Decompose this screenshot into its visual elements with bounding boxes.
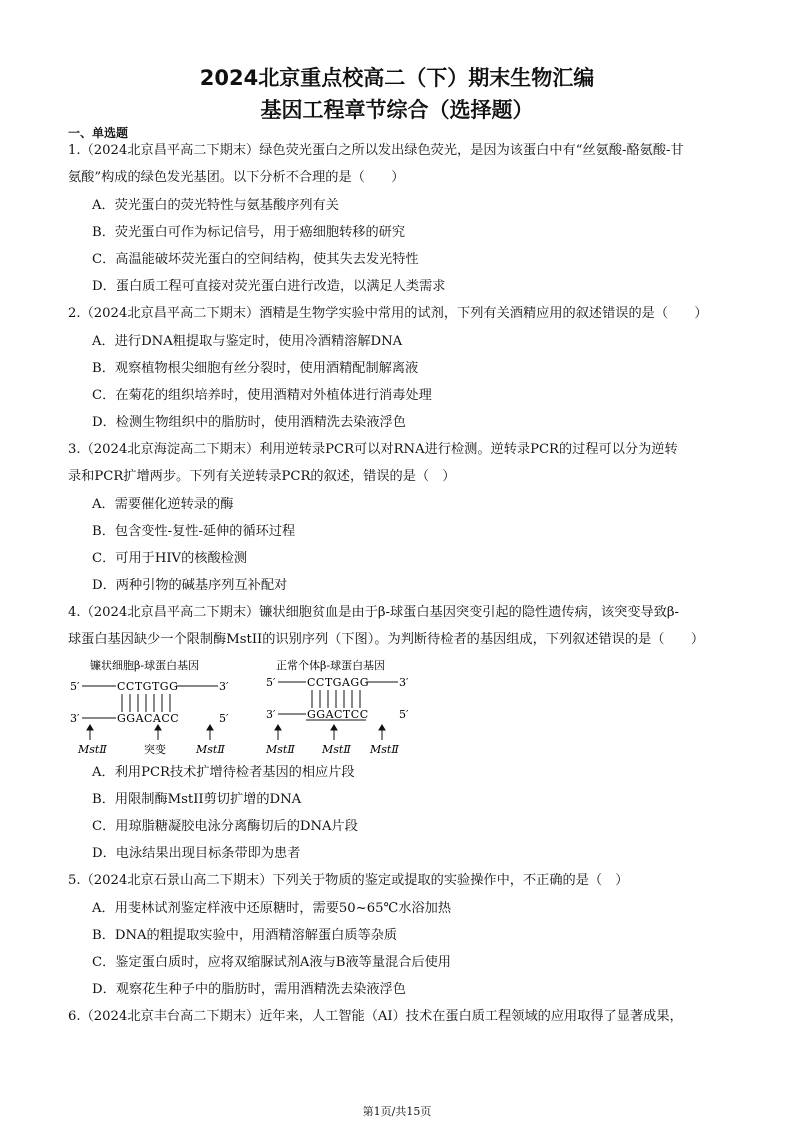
question-4-stem: 4.（2024北京昌平高二下期末）镰状细胞贫血是由于β-球蛋白基因突变引起的隐性遗传病，该突变导致β- [68,605,679,620]
question-2-stem: 2.（2024北京昌平高二下期末）酒精是生物学实验中常用的试剂，下列有关酒精应用的叙述错误的是（ ） [68,306,708,321]
mutant-base-pair-bonds [122,694,170,712]
question-4-stem-cont: 球蛋白基因缺少一个限制酶MstII的识别序列（下图）。为判断待检者的基因组成，下列叙述错误的是（ ） [68,632,705,647]
question-3-option-c: C．可用于HIV的核酸检测 [92,551,248,566]
question-3-stem-cont: 录和PCR扩增两步。下列有关逆转录PCR的叙述，错误的是（ ） [68,469,456,484]
question-5-option-b: B．DNA的粗提取实验中，用酒精溶解蛋白质等杂质 [92,928,398,943]
question-2-option-d: D．检测生物组织中的脂肪时，使用酒精洗去染液浮色 [92,415,406,430]
question-2-option-c: C．在菊花的组织培养时，使用酒精对外植体进行消毒处理 [92,388,432,403]
question-5-option-d: D．观察花生种子中的脂肪时，需用酒精洗去染液浮色 [92,982,406,997]
normal-bottom-3prime: 3′ [266,708,276,721]
question-1-option-a: A．荧光蛋白的荧光特性与氨基酸序列有关 [92,198,339,213]
mutant-top-3prime: 3′ [219,680,229,693]
question-1-stem: 1.（2024北京昌平高二下期末）绿色荧光蛋白之所以发出绿色荧光，是因为该蛋白中有“丝氨酸-酪氨酸-甘 [68,143,684,158]
question-3-option-d: D．两种引物的碱基序列互补配对 [92,578,288,593]
mutant-top-sequence: CCTGTGG [117,680,179,693]
section-heading: 一、单选题 [68,126,129,140]
mutant-top-5prime: 5′ [70,680,80,693]
question-1-option-b: B．荧光蛋白可作为标记信号，用于癌细胞转移的研究 [92,225,406,240]
page-title: 2024北京重点校高二（下）期末生物汇编 [199,66,595,90]
question-2-option-a: A．进行DNA粗提取与鉴定时，使用冷酒精溶解DNA [92,334,403,349]
normal-gene-title: 正常个体β-球蛋白基因 [276,659,386,672]
question-1-option-c: C．高温能破坏荧光蛋白的空间结构，使其失去发光特性 [92,252,419,267]
normal-top-3prime: 3′ [399,676,408,689]
page-subtitle: 基因工程章节综合（选择题） [260,98,534,122]
normal-enzyme-label-3: MstⅡ [370,743,399,756]
mutant-enzyme-label-2: MstⅡ [196,743,225,756]
mutant-bottom-sequence: GGACACC [117,712,180,725]
question-3-stem: 3.（2024北京海淀高二下期末）利用逆转录PCR可以对RNA进行检测。逆转录PCR的过程可以分为逆转 [68,442,678,457]
mutant-bottom-5prime: 5′ [219,712,229,725]
question-6-stem: 6.（2024北京丰台高二下期末）近年来，人工智能（AI）技术在蛋白质工程领域的应用取得了显著成果， [68,1009,683,1024]
mutant-enzyme-label-1: MstⅡ [78,743,107,756]
normal-cut-arrows [275,725,385,740]
question-1-option-d: D．蛋白质工程可直接对荧光蛋白进行改造，以满足人类需求 [92,279,446,294]
question-3-option-a: A．需要催化逆转录的酶 [92,497,234,512]
normal-bottom-sequence: GGACTCC [307,708,369,721]
question-3-option-b: B．包含变性-复性-延伸的循环过程 [92,524,296,539]
mutant-gene-title: 镰状细胞β-球蛋白基因 [90,659,200,672]
question-4-option-d: D．电泳结果出现目标条带即为患者 [92,846,301,861]
gene-sequence-diagram [68,656,408,760]
question-4-option-a: A．利用PCR技术扩增待检者基因的相应片段 [92,765,355,780]
question-4-option-b: B．用限制酶MstII剪切扩增的DNA [92,792,302,807]
question-1-stem-cont: 氨酸”构成的绿色发光基团。以下分析不合理的是（ ） [68,170,405,185]
normal-top-5prime: 5′ [266,676,276,689]
question-5-stem: 5.（2024北京石景山高二下期末）下列关于物质的鉴定或提取的实验操作中，不正确的是（ ） [68,873,629,888]
question-5-option-a: A．用斐林试剂鉴定样液中还原糖时，需要50~65℃水浴加热 [92,901,452,916]
normal-top-sequence: CCTGAGG [307,676,369,689]
normal-base-pair-bonds [312,690,360,708]
question-2-option-b: B．观察植物根尖细胞有丝分裂时，使用酒精配制解离液 [92,361,419,376]
mutant-cut-arrows [87,725,213,740]
normal-enzyme-label-1: MstⅡ [266,743,295,756]
question-4-option-c: C．用琼脂糖凝胶电泳分离酶切后的DNA片段 [92,819,358,834]
normal-bottom-5prime: 5′ [399,708,408,721]
page-footer: 第1页/共15页 [362,1105,432,1118]
question-5-option-c: C．鉴定蛋白质时，应将双缩脲试剂A液与B液等量混合后使用 [92,955,451,970]
mutant-bottom-3prime: 3′ [70,712,80,725]
normal-enzyme-label-2: MstⅡ [322,743,351,756]
mutation-label: 突变 [144,743,166,756]
